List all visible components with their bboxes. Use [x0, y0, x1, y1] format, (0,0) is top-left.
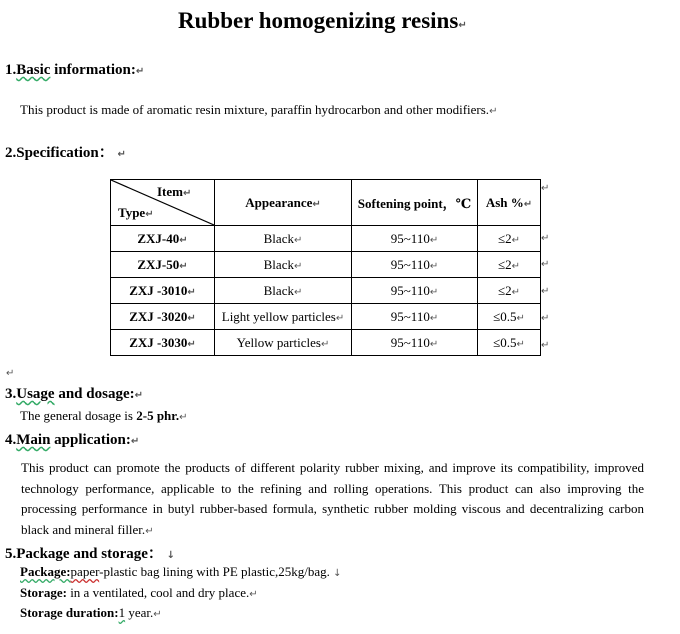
ash-cell: ≤0.5↵: [478, 304, 541, 330]
row-end-mark: ↵: [541, 313, 550, 324]
type-cell: ZXJ-40↵: [111, 226, 215, 252]
type-cell: ZXJ-50↵: [111, 252, 215, 278]
appearance-cell: Black↵: [215, 252, 352, 278]
main-application-text: This product can promote the products of different polarity rubber mixing, and improve its compatibility, improved technology performance, applicable to the refining and rolling operations. This product can also improving the processing performance in butyl rubber-based formula, synthetic rubber molding viscous and decentralizing carbon black and mineral filler.↵: [21, 460, 644, 537]
ash-cell: ≤2↵: [478, 278, 541, 304]
table-row: [111, 278, 541, 304]
ash-cell: ≤2↵: [478, 252, 541, 278]
empty-line-mark: ↵: [6, 368, 15, 379]
package-line: Package:paper-plastic bag lining with PE plastic,25kg/bag. ↓: [20, 564, 342, 579]
softening-cell: 95~110↵: [352, 330, 478, 356]
type-cell: ZXJ -3010↵: [111, 278, 215, 304]
main-application-heading: 4.Main application:↵: [5, 432, 140, 448]
type-header: Type↵: [118, 205, 154, 220]
table-row: [111, 226, 541, 252]
usage-heading: 3.Usage and dosage:↵: [5, 386, 143, 402]
ash-header: Ash %↵: [478, 180, 541, 226]
ash-cell: ≤2↵: [478, 226, 541, 252]
appearance-cell: Black↵: [215, 226, 352, 252]
storage-line: Storage: in a ventilated, cool and dry place.↵: [20, 585, 258, 600]
softening-cell: 95~110↵: [352, 304, 478, 330]
package-heading: 5.Package and storage： ↓: [5, 546, 176, 562]
row-end-mark: ↵: [541, 183, 550, 194]
softening-cell: 95~110↵: [352, 252, 478, 278]
type-cell: ZXJ -3020↵: [111, 304, 215, 330]
item-type-header-cell: [111, 180, 215, 226]
storage-duration-line: Storage duration:1 year.↵: [20, 605, 162, 620]
table-header-row: [111, 180, 541, 226]
ash-cell: ≤0.5↵: [478, 330, 541, 356]
appearance-cell: Light yellow particles↵: [215, 304, 352, 330]
type-cell: ZXJ -3030↵: [111, 330, 215, 356]
row-end-mark: ↵: [541, 233, 550, 244]
appearance-cell: Yellow particles↵: [215, 330, 352, 356]
table-row: [111, 330, 541, 356]
specification-table: [110, 179, 541, 356]
softening-header: Softening point，℃: [352, 180, 478, 226]
row-end-mark: ↵: [541, 259, 550, 270]
basic-info-heading: 1.Basic information:↵: [5, 62, 145, 78]
table-row: [111, 304, 541, 330]
softening-cell: 95~110↵: [352, 278, 478, 304]
specification-heading: 2.Specification： ↵: [5, 145, 126, 161]
appearance-cell: Black↵: [215, 278, 352, 304]
softening-cell: 95~110↵: [352, 226, 478, 252]
appearance-header: Appearance↵: [215, 180, 352, 226]
page-title: Rubber homogenizing resins↵: [178, 8, 467, 33]
basic-info-text: This product is made of aromatic resin mixture, paraffin hydrocarbon and other modifiers.↵: [20, 102, 498, 117]
table-row: [111, 252, 541, 278]
usage-text: The general dosage is 2-5 phr.↵: [20, 408, 188, 423]
row-end-mark: ↵: [541, 340, 550, 351]
item-header: Item↵: [157, 184, 192, 199]
row-end-mark: ↵: [541, 286, 550, 297]
